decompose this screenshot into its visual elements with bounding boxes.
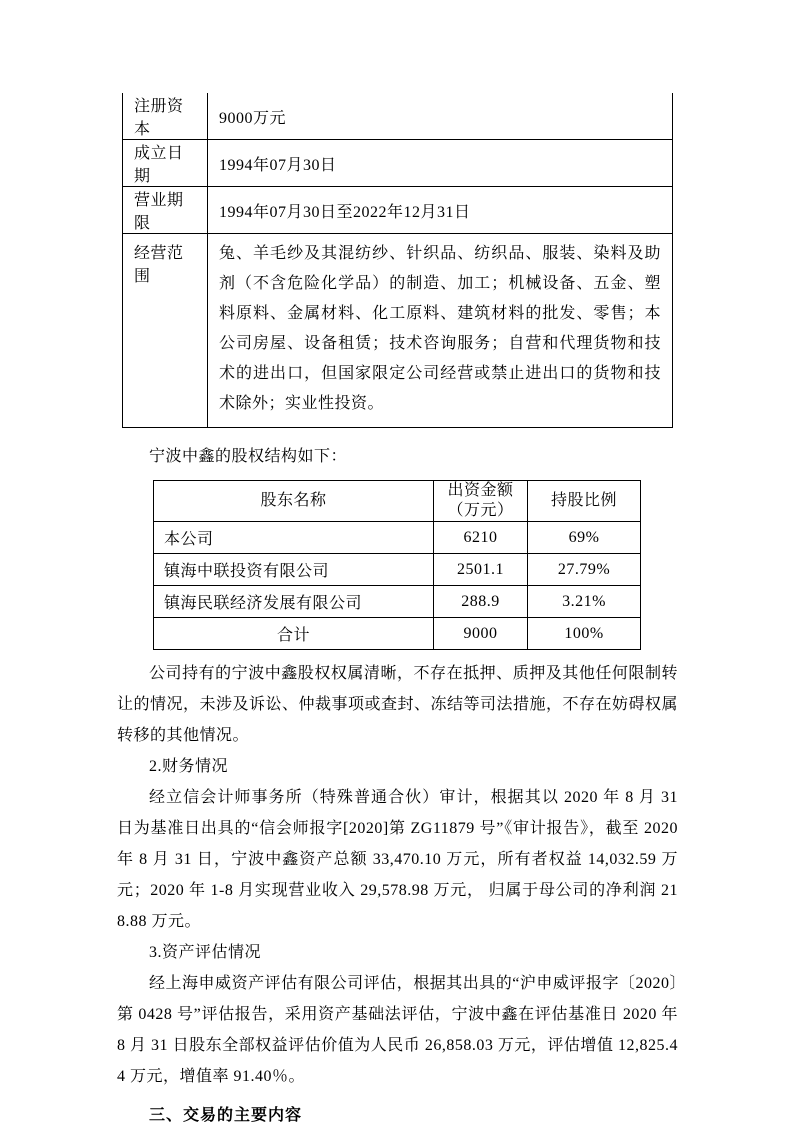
total-ratio: 100% xyxy=(528,618,641,650)
info-value-business-scope: 兔、羊毛纱及其混纺纱、针织品、纺织品、服装、染料及助剂（不含危险化学品）的制造、加工；机械设备、五金、塑料原料、金属材料、化工原料、建筑材料的批发、零售；本公司房屋、设备租赁；技术咨询服务；自营和代理货物和技术的进出口，但国家限定公司经营或禁止进出口的货物和技术除外；实业性投资。 xyxy=(208,234,673,428)
table-row xyxy=(123,93,673,140)
info-value-establish-date: 1994年07月30日 xyxy=(208,140,673,187)
info-label-business-scope: 经营范围 xyxy=(123,234,208,428)
info-value-registered-capital: 9000万元 xyxy=(208,93,673,140)
shareholder-amount: 6210 xyxy=(434,522,528,554)
table-header-row xyxy=(154,481,641,522)
info-value-business-term: 1994年07月30日至2022年12月31日 xyxy=(208,187,673,234)
shareholder-ratio: 27.79% xyxy=(528,554,641,586)
heading-financial-situation: 2.财务情况 xyxy=(149,758,229,775)
table-row xyxy=(154,522,641,554)
shareholder-name: 镇海民联经济发展有限公司 xyxy=(154,586,434,618)
paragraph-asset-valuation: 经上海申威资产评估有限公司评估，根据其出具的“沪申威评报字〔2020〕第 0428 号”评估报告，采用资产基础法评估，宁波中鑫在评估基准日 2020 年 8 月 31 日股东全部权益评估价值为人民币 26,858.03 万元，评估增值 12,825.44 万元，增值率 91.40％。 xyxy=(117,975,678,1085)
table-row xyxy=(123,234,673,428)
equity-structure-table xyxy=(153,480,641,650)
heading-transaction-main-content: 三、交易的主要内容 xyxy=(149,1107,303,1122)
equity-structure-intro: 宁波中鑫的股权结构如下： xyxy=(149,448,348,465)
shareholder-ratio: 3.21% xyxy=(528,586,641,618)
shareholder-amount: 288.9 xyxy=(434,586,528,618)
heading-asset-valuation: 3.资产评估情况 xyxy=(149,944,262,961)
table-total-row xyxy=(154,618,641,650)
column-header-amount xyxy=(434,481,528,522)
table-row xyxy=(154,586,641,618)
shareholder-ratio: 69% xyxy=(528,522,641,554)
column-header-amount-line2: （万元） xyxy=(447,502,514,519)
shareholder-name: 镇海中联投资有限公司 xyxy=(154,554,434,586)
total-label: 合计 xyxy=(154,618,434,650)
shareholder-amount: 2501.1 xyxy=(434,554,528,586)
table-row xyxy=(123,140,673,187)
company-info-table xyxy=(122,93,673,428)
column-header-ratio: 持股比例 xyxy=(528,481,641,522)
info-label-establish-date: 成立日期 xyxy=(123,140,208,187)
table-row xyxy=(123,187,673,234)
info-label-registered-capital: 注册资本 xyxy=(123,93,208,140)
paragraph-financial-situation: 经立信会计师事务所（特殊普通合伙）审计，根据其以 2020 年 8 月 31 日为基准日出具的“信会师报字[2020]第 ZG11879 号”《审计报告》，截至 2020 年 8 月 31 日，宁波中鑫资产总额 33,470.10 万元，所有者权益 14,032.59 万元；2020 年 1-8 月实现营业收入 29,578.98 万元， 归属于母公司的净利润 218.88 万元。 xyxy=(117,789,678,930)
column-header-amount-line1: 出资金额 xyxy=(447,482,514,499)
info-label-business-term: 营业期限 xyxy=(123,187,208,234)
total-amount: 9000 xyxy=(434,618,528,650)
column-header-shareholder: 股东名称 xyxy=(154,481,434,522)
shareholder-name: 本公司 xyxy=(154,522,434,554)
paragraph-equity-clean: 公司持有的宁波中鑫股权权属清晰，不存在抵押、质押及其他任何限制转让的情况，未涉及诉讼、仲裁事项或查封、冻结等司法措施，不存在妨碍权属转移的其他情况。 xyxy=(117,665,679,744)
table-row xyxy=(154,554,641,586)
document-content xyxy=(117,93,678,1122)
